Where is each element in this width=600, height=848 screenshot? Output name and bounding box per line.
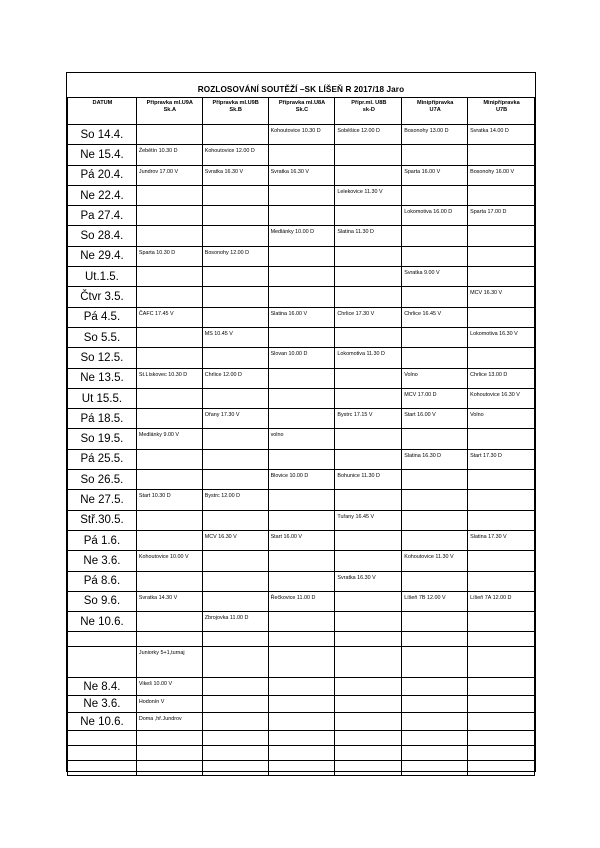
match-cell: [468, 246, 535, 266]
match-cell: [202, 267, 268, 287]
row-date: Ne 8.4.: [68, 678, 137, 696]
empty-cell: [268, 695, 335, 713]
row-date: Pá 1.6.: [68, 530, 137, 550]
row-date: So 14.4.: [68, 125, 137, 145]
match-cell: Medlánky 10.00 D: [268, 226, 335, 246]
row-date: So 12.5.: [68, 348, 137, 368]
match-cell: [402, 185, 468, 205]
table-row: [68, 409, 535, 429]
match-cell: [468, 510, 535, 530]
match-cell: [202, 510, 268, 530]
empty-cell: [468, 678, 535, 696]
match-cell: [136, 327, 202, 347]
match-cell: Slatina 17.30 V: [468, 530, 535, 550]
blank-row: [68, 760, 535, 775]
match-cell: Hodonín V: [136, 695, 202, 713]
match-cell: [402, 571, 468, 591]
table-row: [68, 470, 535, 490]
match-cell: Kohoutovice 10.00 V: [136, 551, 202, 571]
match-cell: Start 17.30 D: [468, 449, 535, 469]
row-date: Ne 29.4.: [68, 246, 137, 266]
match-cell: [202, 449, 268, 469]
match-cell: [136, 125, 202, 145]
empty-cell: [468, 760, 535, 775]
table-row: [68, 145, 535, 165]
match-cell: Sparta 16.00 V: [402, 165, 468, 185]
empty-cell: [468, 632, 535, 647]
table-row: [68, 125, 535, 145]
table-row: [68, 185, 535, 205]
empty-cell: [402, 678, 468, 696]
match-cell: Kohoutovice 16.30 V: [468, 388, 535, 408]
table-row: [68, 591, 535, 611]
match-cell: [402, 530, 468, 550]
match-cell: [202, 226, 268, 246]
juniors-row: [68, 695, 535, 713]
table-row: [68, 287, 535, 307]
column-header-u8a: Přípravka ml.U8A Sk.C: [268, 98, 335, 125]
match-cell: Slovan 10.00 D: [268, 348, 335, 368]
spacer-row: [68, 632, 535, 647]
empty-cell: [136, 745, 202, 760]
header-row: [68, 98, 535, 125]
row-date: So 26.5.: [68, 470, 137, 490]
empty-cell: [68, 632, 137, 647]
empty-cell: [402, 730, 468, 745]
match-cell: Start 16.00 V: [268, 530, 335, 550]
match-cell: Chrlice 13.00 D: [468, 368, 535, 388]
row-date: Pá 18.5.: [68, 409, 137, 429]
match-cell: [202, 287, 268, 307]
match-cell: Blovice 10.00 D: [268, 470, 335, 490]
empty-cell: [202, 695, 268, 713]
row-date: So 19.5.: [68, 429, 137, 449]
match-cell: [202, 429, 268, 449]
match-cell: MCV 16.30 V: [202, 530, 268, 550]
match-cell: [202, 125, 268, 145]
match-cell: Start 10.30 D: [136, 490, 202, 510]
row-date: Pa 27.4.: [68, 206, 137, 226]
row-date: Pá 20.4.: [68, 165, 137, 185]
match-cell: Zbrojovka 11.00 D: [202, 612, 268, 632]
row-date: Čtvr 3.5.: [68, 287, 137, 307]
match-cell: Kohoutovice 12.00 D: [202, 145, 268, 165]
match-cell: [136, 612, 202, 632]
empty-cell: [402, 632, 468, 647]
match-cell: [202, 388, 268, 408]
match-cell: Bosonohy 12.00 D: [202, 246, 268, 266]
empty-cell: [468, 745, 535, 760]
row-date: So 28.4.: [68, 226, 137, 246]
match-cell: [468, 185, 535, 205]
match-cell: Kohoutovice 11.30 V: [402, 551, 468, 571]
match-cell: [468, 226, 535, 246]
empty-cell: [335, 678, 402, 696]
empty-cell: [202, 678, 268, 696]
table-row: [68, 307, 535, 327]
row-date: Pá 8.6.: [68, 571, 137, 591]
table-row: [68, 226, 535, 246]
empty-cell: [202, 730, 268, 745]
table-row: [68, 267, 535, 287]
table-row: [68, 551, 535, 571]
match-cell: Vikeš 10.00 V: [136, 678, 202, 696]
schedule-table: [67, 97, 535, 776]
match-cell: [335, 287, 402, 307]
match-cell: [402, 145, 468, 165]
blank-row: [68, 745, 535, 760]
empty-cell: [136, 632, 202, 647]
row-date: Ne 3.6.: [68, 551, 137, 571]
match-cell: [335, 246, 402, 266]
match-cell: [268, 246, 335, 266]
match-cell: [402, 348, 468, 368]
empty-cell: [335, 760, 402, 775]
match-cell: [202, 470, 268, 490]
row-date: Pá 4.5.: [68, 307, 137, 327]
match-cell: [268, 267, 335, 287]
match-cell: [335, 145, 402, 165]
table-row: [68, 571, 535, 591]
match-cell: Slatina 16.00 V: [268, 307, 335, 327]
match-cell: [268, 368, 335, 388]
match-cell: Chrlice 17.30 V: [335, 307, 402, 327]
empty-cell: [268, 745, 335, 760]
empty-cell: [402, 745, 468, 760]
match-cell: [268, 490, 335, 510]
column-header-u9a: Přípravka ml.U9A Sk.A: [136, 98, 202, 125]
match-cell: [468, 145, 535, 165]
match-cell: [335, 449, 402, 469]
match-cell: Lokomotiva 16.00 D: [402, 206, 468, 226]
empty-cell: [335, 745, 402, 760]
column-header-date: DATUM: [68, 98, 137, 125]
match-cell: Bohunice 11.30 D: [335, 470, 402, 490]
empty-cell: [136, 760, 202, 775]
empty-cell: [268, 713, 335, 731]
match-cell: [268, 510, 335, 530]
match-cell: Kohoutovice 10.30 D: [268, 125, 335, 145]
match-cell: [202, 206, 268, 226]
table-row: [68, 612, 535, 632]
table-row: [68, 206, 535, 226]
juniors-row: [68, 713, 535, 731]
empty-cell: [268, 632, 335, 647]
table-row: [68, 530, 535, 550]
match-cell: [268, 327, 335, 347]
empty-cell: [402, 760, 468, 775]
match-cell: [335, 267, 402, 287]
empty-cell: [268, 730, 335, 745]
match-cell: [268, 612, 335, 632]
match-cell: [202, 591, 268, 611]
match-cell: ČAFC 17.45 V: [136, 307, 202, 327]
table-row: [68, 490, 535, 510]
match-cell: Soběšice 12.00 D: [335, 125, 402, 145]
match-cell: [268, 206, 335, 226]
match-cell: [268, 145, 335, 165]
match-cell: [202, 307, 268, 327]
empty-cell: [335, 695, 402, 713]
match-cell: [136, 530, 202, 550]
match-cell: Lokomotiva 11.30 D: [335, 348, 402, 368]
match-cell: [335, 165, 402, 185]
match-cell: [468, 571, 535, 591]
empty-cell: [268, 678, 335, 696]
match-cell: Žebětín 10.30 D: [136, 145, 202, 165]
empty-cell: [335, 632, 402, 647]
match-cell: [335, 490, 402, 510]
row-date: So 5.5.: [68, 327, 137, 347]
match-cell: [136, 510, 202, 530]
table-row: [68, 246, 535, 266]
match-cell: [335, 388, 402, 408]
match-cell: [402, 429, 468, 449]
match-cell: [468, 551, 535, 571]
match-cell: [468, 490, 535, 510]
empty-cell: [468, 695, 535, 713]
row-date: Ne 3.6.: [68, 695, 137, 713]
table-row: [68, 327, 535, 347]
table-row: [68, 348, 535, 368]
empty-cell: [68, 647, 137, 678]
match-cell: [468, 429, 535, 449]
match-cell: Tuřany 16.45 V: [335, 510, 402, 530]
row-date: Ne 10.6.: [68, 713, 137, 731]
match-cell: MCV 16.30 V: [468, 287, 535, 307]
match-cell: [268, 388, 335, 408]
empty-cell: [402, 695, 468, 713]
match-cell: Svratka 14.00 D: [468, 125, 535, 145]
match-cell: [468, 612, 535, 632]
empty-cell: [468, 730, 535, 745]
empty-cell: [136, 730, 202, 745]
empty-cell: [468, 713, 535, 731]
match-cell: [136, 409, 202, 429]
match-cell: Svratka 16.30 V: [268, 165, 335, 185]
juniors-row: [68, 678, 535, 696]
match-cell: Sparta 17.00 D: [468, 206, 535, 226]
match-cell: [335, 551, 402, 571]
match-cell: [402, 327, 468, 347]
match-cell: [136, 267, 202, 287]
column-header-u9b: Přípravka ml.U9B Sk.B: [202, 98, 268, 125]
match-cell: MS 10.45 V: [202, 327, 268, 347]
match-cell: [136, 226, 202, 246]
match-cell: Lelekovice 11.30 V: [335, 185, 402, 205]
juniors-header-row: [68, 647, 535, 678]
match-cell: [402, 510, 468, 530]
empty-cell: [402, 713, 468, 731]
row-date: Ut.1.5.: [68, 267, 137, 287]
empty-cell: [68, 730, 137, 745]
schedule-sheet: [66, 72, 536, 772]
match-cell: Ořany 17.30 V: [202, 409, 268, 429]
match-cell: [402, 287, 468, 307]
match-cell: Bystrc 12.00 D: [202, 490, 268, 510]
match-cell: [268, 449, 335, 469]
column-header-u7b: Minipřípravka U7B: [468, 98, 535, 125]
match-cell: Sparta 10.30 D: [136, 246, 202, 266]
row-date: Ne 13.5.: [68, 368, 137, 388]
table-row: [68, 165, 535, 185]
document-title: ROZLOSOVÁNÍ SOUTĚŽÍ –SK LÍŠEŇ R 2017/18 Jaro: [197, 85, 405, 94]
match-cell: Lokomotiva 16.30 V: [468, 327, 535, 347]
match-cell: [136, 287, 202, 307]
match-cell: [402, 470, 468, 490]
table-row: [68, 510, 535, 530]
row-date: Ne 27.5.: [68, 490, 137, 510]
match-cell: Jundrov 17.00 V: [136, 165, 202, 185]
match-cell: [468, 307, 535, 327]
juniors-header: Juniorky 5+1,turnaj: [136, 647, 202, 678]
match-cell: volno: [268, 429, 335, 449]
empty-cell: [68, 745, 137, 760]
match-cell: [402, 246, 468, 266]
column-header-u8b: Přípr.ml. U8B sk-D: [335, 98, 402, 125]
match-cell: [136, 571, 202, 591]
row-date: Pá 25.5.: [68, 449, 137, 469]
match-cell: [268, 287, 335, 307]
match-cell: [468, 470, 535, 490]
row-date: Stř.30.5.: [68, 510, 137, 530]
empty-cell: [335, 647, 402, 678]
match-cell: [335, 327, 402, 347]
empty-cell: [68, 760, 137, 775]
empty-cell: [202, 745, 268, 760]
table-row: [68, 368, 535, 388]
match-cell: Svratka 9.00 V: [402, 267, 468, 287]
empty-cell: [268, 647, 335, 678]
row-date: Ut 15.5.: [68, 388, 137, 408]
match-cell: [136, 206, 202, 226]
match-cell: [335, 368, 402, 388]
row-date: So 9.6.: [68, 591, 137, 611]
match-cell: Líšeň 7B 12.00 V: [402, 591, 468, 611]
match-cell: [402, 612, 468, 632]
empty-cell: [402, 647, 468, 678]
match-cell: St.Lískovec 10.30 D: [136, 368, 202, 388]
match-cell: [335, 530, 402, 550]
match-cell: [335, 429, 402, 449]
match-cell: [468, 267, 535, 287]
empty-cell: [202, 760, 268, 775]
match-cell: [335, 206, 402, 226]
match-cell: [402, 490, 468, 510]
match-cell: Chrlice 12.00 D: [202, 368, 268, 388]
match-cell: [136, 388, 202, 408]
blank-row: [68, 730, 535, 745]
match-cell: Svratka 14.30 V: [136, 591, 202, 611]
match-cell: [202, 571, 268, 591]
match-cell: [268, 551, 335, 571]
match-cell: [268, 571, 335, 591]
match-cell: Bystrc 17.15 V: [335, 409, 402, 429]
match-cell: [335, 612, 402, 632]
match-cell: [268, 409, 335, 429]
match-cell: [136, 449, 202, 469]
match-cell: Svratka 16.30 V: [335, 571, 402, 591]
match-cell: Medlánky 9.00 V: [136, 429, 202, 449]
match-cell: [202, 551, 268, 571]
match-cell: Bosonohy 16.00 V: [468, 165, 535, 185]
match-cell: Líšeň 7A 12.00 D: [468, 591, 535, 611]
empty-cell: [202, 713, 268, 731]
match-cell: Slatina 16.30 D: [402, 449, 468, 469]
match-cell: Řečkovice 11.00 D: [268, 591, 335, 611]
empty-cell: [335, 713, 402, 731]
match-cell: Doma ,hř.Jundrov: [136, 713, 202, 731]
table-row: [68, 429, 535, 449]
match-cell: [335, 591, 402, 611]
match-cell: [136, 470, 202, 490]
match-cell: Slatina 11.30 D: [335, 226, 402, 246]
match-cell: Bosonohy 13.00 D: [402, 125, 468, 145]
row-date: Ne 15.4.: [68, 145, 137, 165]
match-cell: [468, 348, 535, 368]
empty-cell: [202, 647, 268, 678]
match-cell: Volno: [402, 368, 468, 388]
match-cell: [202, 185, 268, 205]
empty-cell: [335, 730, 402, 745]
table-row: [68, 449, 535, 469]
match-cell: [136, 185, 202, 205]
row-date: Ne 22.4.: [68, 185, 137, 205]
empty-cell: [202, 632, 268, 647]
match-cell: [268, 185, 335, 205]
row-date: Ne 10.6.: [68, 612, 137, 632]
match-cell: Svratka 16.30 V: [202, 165, 268, 185]
match-cell: Chrlice 16.45 V: [402, 307, 468, 327]
column-header-u7a: Minipřípravka U7A: [402, 98, 468, 125]
match-cell: [402, 226, 468, 246]
match-cell: [202, 348, 268, 368]
match-cell: Volno: [468, 409, 535, 429]
empty-cell: [268, 760, 335, 775]
match-cell: Start 16.00 V: [402, 409, 468, 429]
match-cell: MCV 17.00 D: [402, 388, 468, 408]
match-cell: [136, 348, 202, 368]
empty-cell: [468, 647, 535, 678]
table-row: [68, 388, 535, 408]
